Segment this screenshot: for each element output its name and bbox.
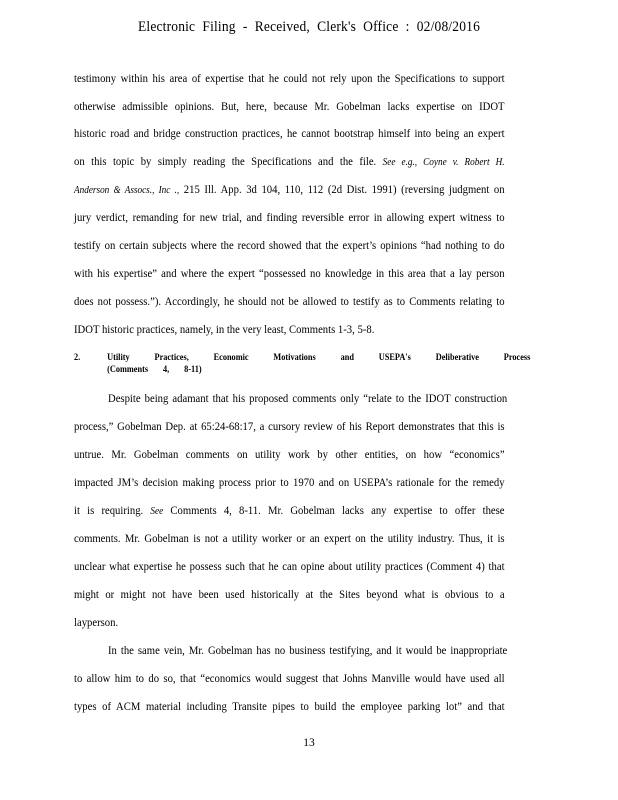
text-segment: 215 Ill. App. 3d 104, 110, 112 (2d Dist. 1991) (reversing judgment on — [183, 183, 505, 196]
text-line: testify on certain subjects where the record showed that the expert’s opinions “had nothing to do — [74, 239, 505, 252]
text-line — [74, 504, 505, 519]
text-line: process,” Gobelman Dep. at 65:24-68:17, a cursory review of his Report demonstrates that this is — [74, 420, 505, 433]
text-line: otherwise admissible opinions. But, here, because Mr. Gobelman lacks expertise on IDOT — [74, 100, 505, 113]
text-line: types of ACM material including Transite pipes to build the employee parking lot” and that — [74, 700, 505, 713]
text-line: jury verdict, remanding for new trial, and finding reversible error in allowing expert witness to — [74, 211, 505, 224]
text-line: IDOT historic practices, namely, in the very least, Comments 1-3, 5-8. — [74, 323, 375, 336]
text-segment: Comments 4, 8-11. Mr. Gobelman lacks any expertise to offer these — [170, 504, 505, 517]
text-line: unclear what expertise he possess such that he can opine about utility practices (Comment 4) that — [74, 560, 505, 573]
text-line: might or might not have been used historically at the Sites beyond what is obvious to a — [74, 588, 505, 601]
text-line: comments. Mr. Gobelman is not a utility worker or an expert on the utility industry. Thus, it is — [74, 532, 505, 545]
text-line — [74, 183, 505, 198]
see-signal-italic: See — [150, 506, 164, 517]
section-title: Utility Practices, Economic Motivations and USEPA's Deliberative Process — [107, 352, 531, 362]
text-line: does not possess.”). Accordingly, he should not be allowed to testify as to Comments relating to — [74, 295, 505, 308]
text-line: layperson. — [74, 616, 119, 629]
text-line: In the same vein, Mr. Gobelman has no business testifying, and it would be inappropriate — [108, 644, 508, 657]
text-line: historic road and bridge construction practices, he cannot bootstrap himself into being an expert — [74, 127, 505, 140]
text-line — [74, 155, 505, 170]
text-segment: it is requiring. — [74, 504, 144, 517]
section-subtitle: (Comments 4, 8-11) — [107, 364, 202, 374]
filing-stamp-header: Electronic Filing - Received, Clerk's Office : 02/08/2016 — [137, 19, 481, 35]
text-line: with his expertise” and where the expert “possessed no knowledge in this area that a lay person — [74, 267, 505, 280]
page-number: 13 — [303, 737, 315, 749]
case-citation-italic: See e.g., Coyne v. Robert H. — [382, 157, 505, 168]
text-line: untrue. Mr. Gobelman comments on utility work by other entities, on how “economics” — [74, 448, 505, 461]
section-number: 2. — [74, 352, 81, 362]
text-segment: on this topic by simply reading the Specifications and the file. — [74, 155, 377, 168]
text-line: impacted JM’s decision making process prior to 1970 and on USEPA’s rationale for the remedy — [74, 476, 505, 489]
text-line: testimony within his area of expertise that he could not rely upon the Specifications to support — [74, 72, 505, 85]
text-line: Despite being adamant that his proposed comments only “relate to the IDOT construction — [108, 392, 508, 405]
text-line: to allow him to do so, that “economics would suggest that Johns Manville would have used all — [74, 672, 505, 685]
case-citation-italic: Anderson & Assocs., Inc ., — [74, 185, 180, 196]
